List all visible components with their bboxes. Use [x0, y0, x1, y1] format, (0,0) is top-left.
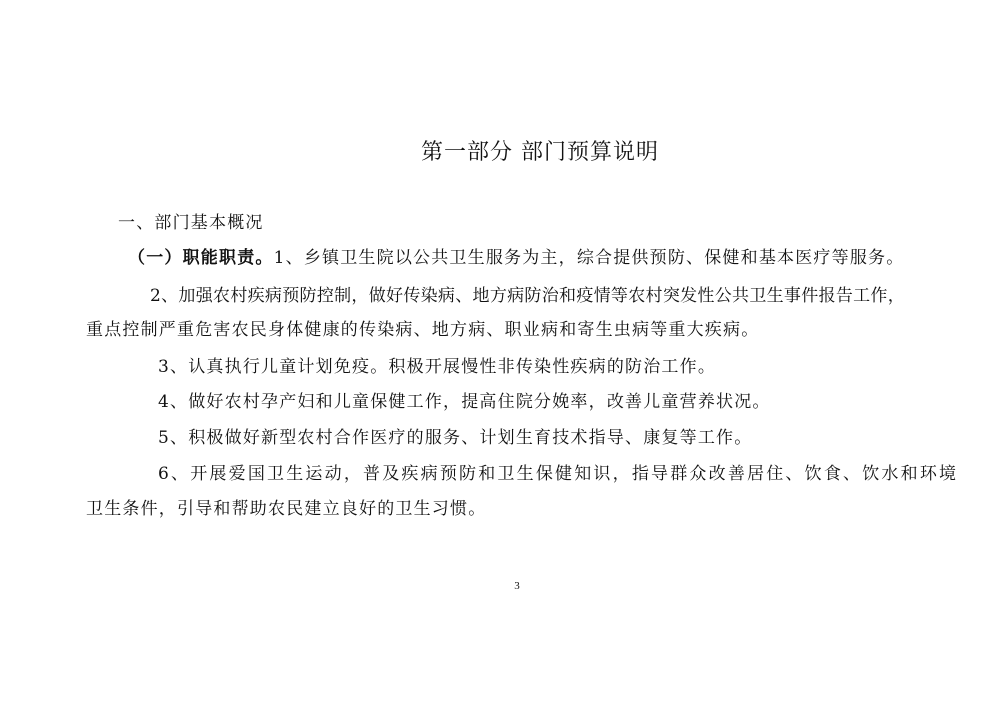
sub-heading: （一）职能职责。 — [128, 248, 274, 268]
item-5: 5、积极做好新型农村合作医疗的服务、计划生育技术指导、康复等工作。 — [158, 428, 753, 448]
duties-paragraph — [128, 246, 904, 270]
item-2-line-1: 2、加强农村疾病预防控制，做好传染病、地方病防治和疫情等农村突发性公共卫生事件报告工作， — [150, 286, 906, 306]
section-heading: 一、部门基本概况 — [118, 213, 264, 233]
page-title: 第一部分 部门预算说明 — [421, 140, 659, 165]
page-number: 3 — [514, 580, 520, 592]
item-6-line-2: 卫生条件，引导和帮助农民建立良好的卫生习惯。 — [86, 499, 487, 519]
item-4: 4、做好农村孕产妇和儿童保健工作，提高住院分娩率，改善儿童营养状况。 — [158, 392, 771, 412]
item-2-line-2: 重点控制严重危害农民身体健康的传染病、地方病、职业病和寄生虫病等重大疾病。 — [86, 320, 760, 340]
item-6-line-1: 6、开展爱国卫生运动，普及疾病预防和卫生保健知识，指导群众改善居住、饮食、饮水和环境 — [158, 464, 959, 484]
item-3: 3、认真执行儿童计划免疫。积极开展慢性非传染性疾病的防治工作。 — [158, 357, 717, 377]
item-1: 1、乡镇卫生院以公共卫生服务为主，综合提供预防、保健和基本医疗等服务。 — [273, 248, 905, 268]
